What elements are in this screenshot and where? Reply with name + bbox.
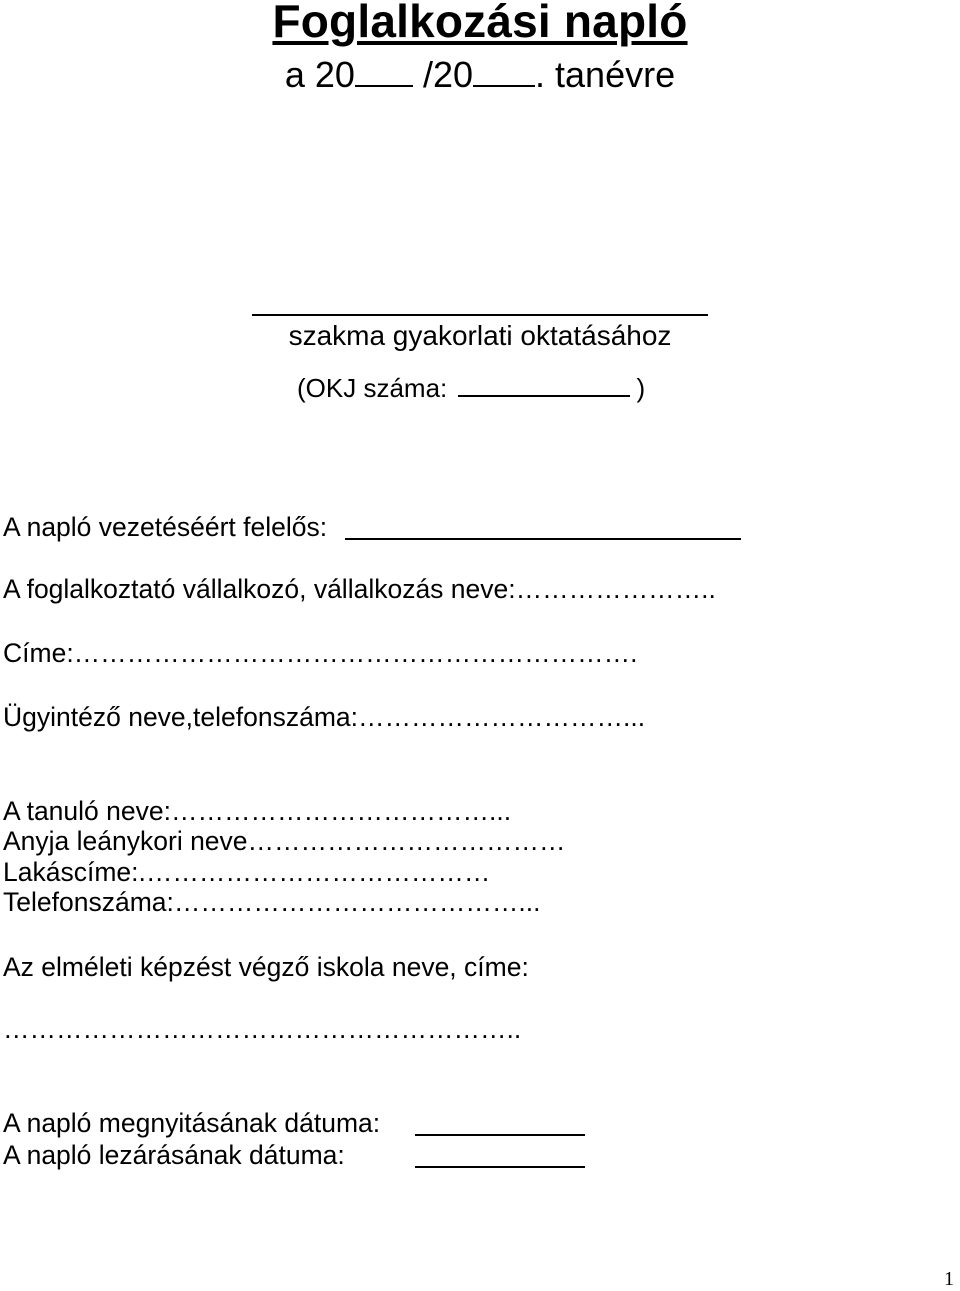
closing-date-blank[interactable]: [415, 1166, 585, 1168]
page-number: 1: [944, 1268, 954, 1290]
school-year-line: [0, 54, 960, 96]
okj-number-blank[interactable]: [458, 395, 630, 397]
page-title: Foglalkozási napló: [272, 0, 688, 47]
opening-date-label: A napló megnyitásának dátuma:: [3, 1108, 381, 1138]
year-start-blank[interactable]: [355, 85, 413, 87]
employer-field: A foglalkoztató vállalkozó, vállalkozás neve:…………………..: [3, 574, 716, 604]
okj-number-row: [297, 373, 645, 404]
student-name-field: A tanuló neve:………………………………...: [3, 796, 512, 826]
residence-field: Lakáscíme:.…………………………………: [3, 857, 491, 887]
responsible-label: A napló vezetéséért felelős:: [3, 512, 328, 542]
address-field: Címe:……………………………………………………….: [3, 638, 638, 668]
school-label: Az elméleti képzést végző iskola neve, címe:: [3, 952, 529, 982]
profession-blank-line[interactable]: [252, 314, 708, 316]
year-suffix: . tanévre: [535, 54, 676, 95]
mother-name-field: Anyja leánykori neve………………………………: [3, 826, 566, 856]
responsible-blank-line[interactable]: [345, 538, 741, 540]
year-mid: /20: [422, 54, 474, 95]
profession-label: szakma gyakorlati oktatásához: [288, 320, 672, 351]
year-prefix: a 20: [284, 54, 355, 95]
closing-date-label: A napló lezárásának dátuma:: [3, 1140, 345, 1170]
student-phone-field: Telefonszáma:…………………………………...: [3, 887, 541, 917]
opening-date-blank[interactable]: [415, 1134, 585, 1136]
contact-field: Ügyintéző neve,telefonszáma:…………………………...: [3, 702, 646, 732]
okj-label: (OKJ száma:: [297, 373, 448, 403]
okj-close: ): [636, 373, 646, 403]
year-end-blank[interactable]: [473, 85, 535, 87]
school-dots: …………………………………………………..: [3, 1014, 522, 1044]
